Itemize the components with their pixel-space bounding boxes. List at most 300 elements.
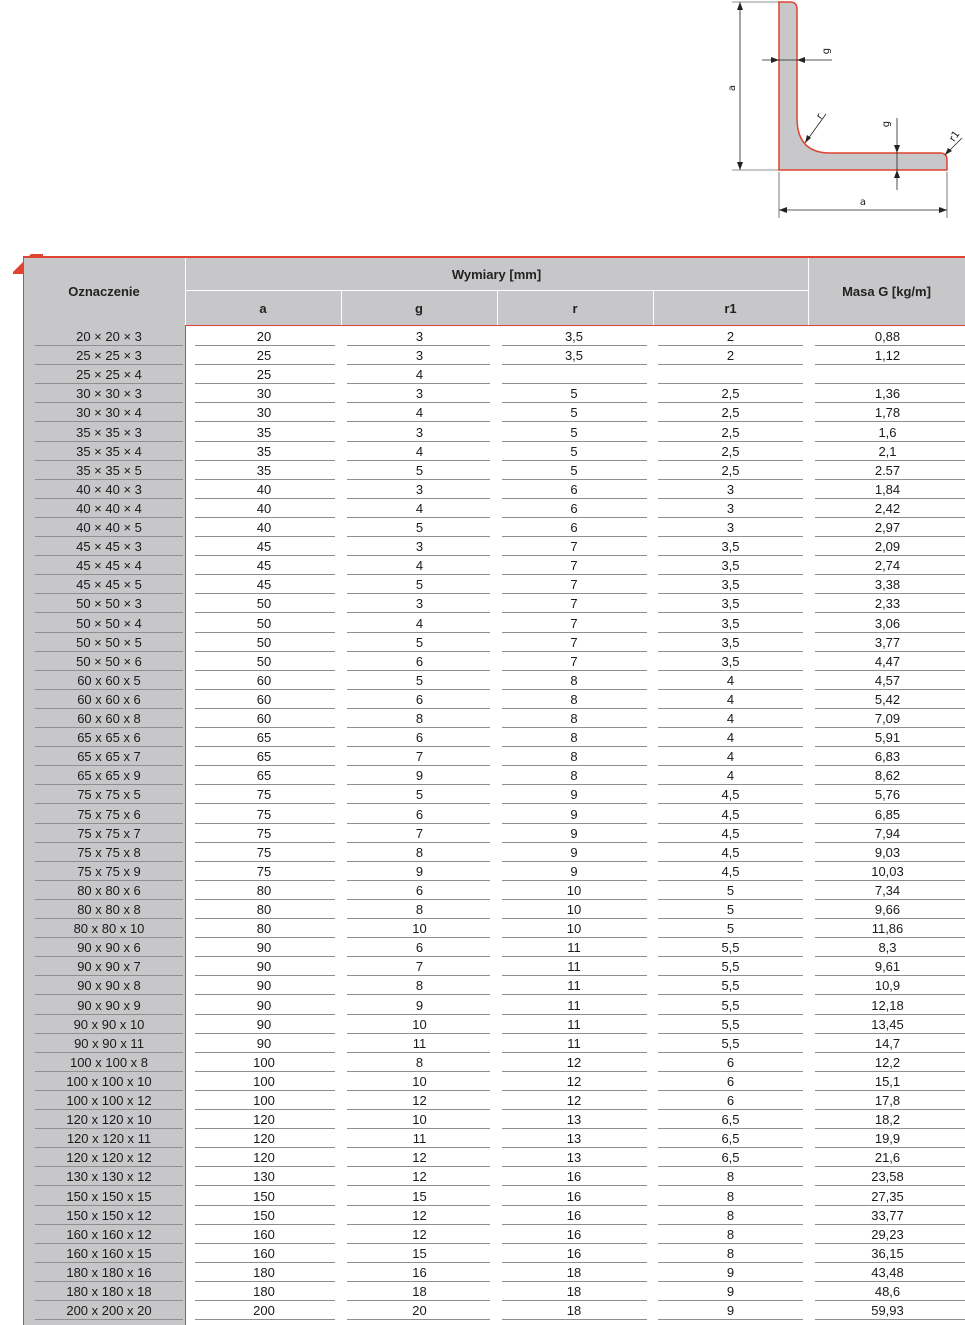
cell-g: 9 <box>415 863 424 879</box>
cell-a: 45 <box>256 558 272 574</box>
label-g-top: g <box>821 47 832 55</box>
cell-mass: 3,77 <box>874 634 901 650</box>
cell-r1: 8 <box>726 1169 735 1185</box>
cell-designation: 60 x 60 x 5 <box>77 672 141 688</box>
cell-designation: 35 × 35 × 4 <box>76 443 142 459</box>
cell-g: 8 <box>415 711 424 726</box>
cell-r: 12 <box>566 1073 582 1089</box>
cell-mass: 1,12 <box>874 348 901 364</box>
cell-designation: 65 x 65 x 9 <box>77 768 141 784</box>
cell-a: 180 <box>253 1284 275 1299</box>
cell-g: 12 <box>412 1093 427 1108</box>
body-top-border <box>185 325 965 326</box>
cell-r1: 5,5 <box>721 940 740 956</box>
cell-r1: 2,5 <box>721 443 740 459</box>
cell-r1: 5 <box>726 882 735 898</box>
table-row <box>0 614 965 633</box>
cell-r: 7 <box>570 653 578 669</box>
cell-mass: 2,97 <box>874 520 901 535</box>
cell-r1: 2 <box>726 329 735 344</box>
arrow-a-top <box>737 2 743 10</box>
cell-r1: 4,5 <box>721 825 740 841</box>
cell-mass: 2,1 <box>878 443 897 459</box>
arrow-g-left <box>771 57 779 63</box>
cell-g: 5 <box>415 787 424 803</box>
cell-designation: 90 x 90 x 6 <box>77 940 141 956</box>
cell-a: 120 <box>253 1112 275 1128</box>
table-row <box>0 996 965 1015</box>
cell-r1 <box>658 365 803 384</box>
cell-a: 50 <box>256 596 272 612</box>
cell-designation: 120 x 120 x 12 <box>66 1150 152 1166</box>
cell-r1: 4,5 <box>721 844 740 860</box>
cell-r: 16 <box>566 1169 582 1185</box>
cell-g: 4 <box>415 615 424 631</box>
table-row <box>0 327 965 346</box>
row-divider <box>658 1319 803 1320</box>
cell-a: 40 <box>256 481 272 497</box>
cell-mass: 2,74 <box>874 558 901 574</box>
table-row <box>0 346 965 365</box>
cell-r: 8 <box>570 749 578 765</box>
cell-r: 13 <box>566 1131 582 1147</box>
table-row <box>0 1015 965 1034</box>
angle-profile-shape <box>779 2 947 170</box>
cell-a: 90 <box>256 997 272 1013</box>
cell-a: 35 <box>256 462 272 478</box>
cell-designation: 100 x 100 x 12 <box>66 1093 152 1108</box>
table-row <box>0 499 965 518</box>
cell-r1: 6 <box>726 1054 735 1070</box>
cell-mass: 2,33 <box>874 596 901 612</box>
cell-r: 16 <box>566 1207 582 1223</box>
cell-a: 75 <box>256 844 272 860</box>
cell-mass: 23,58 <box>871 1169 904 1185</box>
cell-g: 6 <box>415 882 424 898</box>
cell-r: 5 <box>570 424 578 440</box>
cell-designation: 90 x 90 x 8 <box>77 978 141 994</box>
cell-a: 50 <box>256 653 272 669</box>
cell-g: 3 <box>415 539 424 555</box>
table-row <box>0 747 965 766</box>
cell-mass: 6,83 <box>874 749 901 765</box>
cell-r: 11 <box>567 1016 581 1032</box>
angle-profile-svg <box>0 0 965 240</box>
cell-mass: 4,47 <box>874 653 901 669</box>
cell-designation: 80 x 80 x 8 <box>77 902 141 917</box>
cell-g: 5 <box>415 634 424 650</box>
cell-designation: 120 x 120 x 10 <box>66 1112 152 1128</box>
cell-r: 5 <box>570 443 578 459</box>
cell-mass: 5,91 <box>874 730 901 746</box>
cell-a: 60 <box>256 691 272 707</box>
cell-g: 11 <box>412 1131 427 1147</box>
cell-a: 35 <box>256 443 272 459</box>
cell-a: 75 <box>256 787 272 803</box>
cell-mass: 43,48 <box>871 1264 904 1280</box>
cell-designation: 45 × 45 × 5 <box>76 577 142 593</box>
cell-g: 11 <box>412 1035 427 1051</box>
cell-mass: 48,6 <box>874 1284 901 1299</box>
cell-mass: 2.57 <box>874 462 901 478</box>
cell-r1: 3,5 <box>721 596 740 612</box>
table-row <box>0 403 965 422</box>
cell-designation: 90 x 90 x 10 <box>73 1016 145 1032</box>
cell-mass: 19,9 <box>874 1131 901 1147</box>
cell-designation: 35 × 35 × 3 <box>76 424 142 440</box>
cell-mass: 12,2 <box>874 1054 901 1070</box>
table-row <box>0 1244 965 1263</box>
cell-mass: 1,36 <box>874 386 901 402</box>
row-divider <box>502 1319 647 1320</box>
cell-r1: 6,5 <box>721 1131 740 1147</box>
cell-r: 7 <box>570 596 578 612</box>
table-row <box>0 575 965 594</box>
cell-r1: 5,5 <box>721 978 740 994</box>
cell-r1: 4 <box>726 730 735 746</box>
cell-g: 3 <box>415 424 424 440</box>
cell-g: 12 <box>412 1226 427 1242</box>
cell-r1: 3,5 <box>721 653 740 669</box>
cell-designation: 75 x 75 x 9 <box>77 863 141 879</box>
cell-g: 5 <box>415 672 424 688</box>
table-row <box>0 881 965 900</box>
cell-a: 65 <box>256 749 272 765</box>
cell-g: 3 <box>415 596 424 612</box>
cell-r1: 8 <box>726 1245 735 1261</box>
cell-r: 9 <box>570 844 578 860</box>
cell-designation: 150 x 150 x 15 <box>66 1188 152 1204</box>
row-divider <box>35 1319 183 1320</box>
table-row <box>0 690 965 709</box>
cell-a: 100 <box>253 1093 275 1108</box>
table-row <box>0 1148 965 1167</box>
cell-a: 130 <box>253 1169 275 1185</box>
cell-r: 5 <box>570 462 578 478</box>
cell-r1: 8 <box>726 1226 735 1242</box>
cell-r1: 4 <box>726 691 735 707</box>
cell-designation: 50 × 50 × 4 <box>76 615 142 631</box>
cell-r: 11 <box>567 997 581 1013</box>
cell-mass: 1,84 <box>874 481 901 497</box>
cell-r: 9 <box>570 806 578 822</box>
cell-designation: 130 x 130 x 12 <box>66 1169 152 1185</box>
cell-g: 5 <box>415 462 424 478</box>
cell-a: 80 <box>256 921 272 937</box>
cell-r: 8 <box>570 768 578 784</box>
cell-designation: 65 x 65 x 6 <box>77 730 141 746</box>
cell-r1: 5,5 <box>721 997 740 1013</box>
table-row <box>0 1282 965 1301</box>
cell-r1: 4,5 <box>721 863 740 879</box>
table-row <box>0 1225 965 1244</box>
table-row <box>0 1053 965 1072</box>
cell-mass: 14,7 <box>874 1035 901 1051</box>
cell-a: 40 <box>256 500 272 516</box>
cell-a: 45 <box>256 577 272 593</box>
cell-r1: 9 <box>726 1284 735 1299</box>
cell-mass: 5,76 <box>874 787 901 803</box>
cell-a: 90 <box>256 978 272 994</box>
cell-mass: 33,77 <box>871 1207 904 1223</box>
table-row <box>0 594 965 613</box>
cell-designation: 100 x 100 x 8 <box>69 1054 149 1070</box>
arrow-a-bottom <box>737 162 743 170</box>
cell-r1: 5,5 <box>721 1016 740 1032</box>
cell-g: 6 <box>415 806 424 822</box>
table-row <box>0 633 965 652</box>
cell-r1: 4 <box>726 672 735 688</box>
cell-a: 150 <box>253 1207 275 1223</box>
cell-g: 7 <box>415 825 424 841</box>
cell-designation: 50 × 50 × 3 <box>76 596 142 612</box>
cell-g: 12 <box>412 1150 427 1166</box>
cell-designation: 25 × 25 × 4 <box>76 367 142 383</box>
cell-mass: 10,03 <box>871 863 904 879</box>
cell-g: 6 <box>415 730 424 746</box>
cell-a: 90 <box>256 940 272 956</box>
cell-r1: 6,5 <box>721 1150 740 1166</box>
cell-a: 45 <box>256 539 272 555</box>
cell-designation: 40 × 40 × 5 <box>76 520 142 535</box>
cell-r: 6 <box>570 520 578 535</box>
cell-a: 100 <box>253 1073 275 1089</box>
cell-a: 30 <box>256 405 272 421</box>
cell-mass: 7,94 <box>874 825 901 841</box>
cell-a: 90 <box>256 1016 272 1032</box>
cell-designation: 100 x 100 x 10 <box>66 1073 152 1089</box>
cell-mass: 4,57 <box>874 672 901 688</box>
row-divider <box>195 1319 335 1320</box>
cell-mass: 9,03 <box>874 844 901 860</box>
cell-g: 10 <box>412 1073 427 1089</box>
arrow-g-top <box>894 145 900 153</box>
cell-r: 13 <box>566 1150 582 1166</box>
cell-designation: 25 × 25 × 3 <box>76 348 142 364</box>
cell-a: 25 <box>256 367 272 383</box>
cell-mass: 5,42 <box>874 691 901 707</box>
cell-g: 6 <box>415 691 424 707</box>
cell-r: 7 <box>570 615 578 631</box>
cell-a: 20 <box>256 329 272 344</box>
cell-designation: 65 x 65 x 7 <box>77 749 141 765</box>
cell-a: 35 <box>256 424 272 440</box>
cell-a: 65 <box>256 730 272 746</box>
cell-mass: 8,3 <box>878 940 897 956</box>
table-row <box>0 671 965 690</box>
cell-g: 7 <box>415 959 424 975</box>
table-row <box>0 365 965 384</box>
table-row <box>0 537 965 556</box>
cell-mass: 6,85 <box>874 806 901 822</box>
cell-r1: 8 <box>726 1188 735 1204</box>
cell-r1: 4 <box>726 749 735 765</box>
cell-r1: 3 <box>726 481 735 497</box>
cell-designation: 30 × 30 × 3 <box>76 386 142 402</box>
cell-r: 11 <box>567 959 581 975</box>
cell-mass: 11,86 <box>871 921 904 937</box>
cell-r1: 4 <box>726 711 735 726</box>
table-row <box>0 938 965 957</box>
header-dimensions: Wymiary [mm] <box>451 266 542 282</box>
cell-r: 18 <box>566 1284 582 1299</box>
cell-r1: 3,5 <box>721 615 740 631</box>
cell-mass: 3,38 <box>874 577 901 593</box>
cell-r: 9 <box>570 825 578 841</box>
cell-a: 60 <box>256 711 272 726</box>
cell-r1: 3 <box>726 500 735 516</box>
cell-g: 12 <box>412 1207 427 1223</box>
cell-r1: 5,5 <box>721 959 740 975</box>
cell-designation: 75 x 75 x 7 <box>77 825 141 841</box>
table-row <box>0 556 965 575</box>
cell-mass: 12,18 <box>871 997 904 1013</box>
row-divider <box>347 1319 490 1320</box>
cell-g: 20 <box>412 1303 427 1319</box>
cell-designation: 90 x 90 x 7 <box>77 959 141 975</box>
cell-a: 160 <box>253 1226 275 1242</box>
cell-designation: 45 × 45 × 3 <box>76 539 142 555</box>
cell-r1: 3,5 <box>721 577 740 593</box>
cell-a: 180 <box>253 1264 275 1280</box>
cell-designation: 80 x 80 x 6 <box>77 882 141 898</box>
table-row <box>0 480 965 499</box>
cell-mass: 27,35 <box>871 1188 904 1204</box>
cell-mass: 29,23 <box>871 1226 904 1242</box>
cell-designation: 50 × 50 × 5 <box>76 634 142 650</box>
table-row <box>0 1129 965 1148</box>
cell-mass: 7,34 <box>874 882 901 898</box>
cell-designation: 90 x 90 x 11 <box>74 1035 144 1051</box>
cell-r1: 5,5 <box>721 1035 740 1051</box>
cell-g: 9 <box>415 997 424 1013</box>
table-row <box>0 1167 965 1186</box>
cell-r: 6 <box>570 481 578 497</box>
table-row <box>0 805 965 824</box>
table-row <box>0 728 965 747</box>
cell-r: 11 <box>567 978 581 994</box>
cell-r: 3,5 <box>564 348 584 364</box>
table-row <box>0 957 965 976</box>
cell-g: 8 <box>415 844 424 860</box>
cell-mass: 8,62 <box>874 768 901 784</box>
cell-a: 100 <box>253 1054 275 1070</box>
angle-profile-diagram <box>0 0 965 240</box>
cell-r: 5 <box>570 386 578 402</box>
cell-a: 50 <box>256 615 272 631</box>
cell-a: 30 <box>256 386 272 402</box>
cell-r1: 2,5 <box>721 424 740 440</box>
cell-r1: 2,5 <box>721 405 740 421</box>
cell-mass: 9,61 <box>874 959 901 975</box>
cell-r: 9 <box>570 787 578 803</box>
cell-g: 10 <box>412 1112 427 1128</box>
cell-r1: 4 <box>726 768 735 784</box>
arrow-g-right <box>797 57 805 63</box>
cell-mass: 59,93 <box>871 1303 904 1319</box>
cell-g: 18 <box>412 1284 427 1299</box>
cell-mass: 7,09 <box>874 711 901 726</box>
cell-mass: 10,9 <box>874 978 901 994</box>
cell-mass: 18,2 <box>874 1112 901 1128</box>
cell-designation: 30 × 30 × 4 <box>76 405 142 421</box>
cell-mass: 1,78 <box>874 405 901 421</box>
cell-mass: 21,6 <box>874 1150 901 1166</box>
cell-r: 11 <box>567 1035 581 1051</box>
cell-mass: 13,45 <box>871 1016 904 1032</box>
table-row <box>0 461 965 480</box>
cell-r1: 5 <box>726 902 735 917</box>
cell-a: 65 <box>256 768 272 784</box>
cell-designation: 180 x 180 x 16 <box>66 1264 152 1280</box>
header-g: g <box>415 300 423 316</box>
cell-r1: 4,5 <box>721 787 740 803</box>
cell-designation: 180 x 180 x 18 <box>66 1284 152 1299</box>
table-row <box>0 1091 965 1110</box>
cell-designation: 45 × 45 × 4 <box>76 558 142 574</box>
cell-r: 7 <box>570 634 578 650</box>
cell-g: 15 <box>412 1188 427 1204</box>
cell-designation: 35 × 35 × 5 <box>76 462 142 478</box>
cell-g: 5 <box>415 577 424 593</box>
cell-g: 4 <box>415 405 424 421</box>
cell-designation: 60 x 60 x 6 <box>77 691 141 707</box>
cell-designation: 20 × 20 × 3 <box>76 329 142 344</box>
cell-designation: 75 x 75 x 6 <box>77 806 141 822</box>
label-a-vertical: a <box>727 84 738 92</box>
cell-designation: 200 x 200 x 20 <box>66 1303 152 1319</box>
table-row <box>0 709 965 728</box>
cell-a: 75 <box>256 863 272 879</box>
cell-r: 10 <box>566 882 582 898</box>
cell-mass: 2,09 <box>874 539 901 555</box>
cell-designation: 75 x 75 x 5 <box>77 787 141 803</box>
cell-designation: 160 x 160 x 15 <box>66 1245 152 1261</box>
cell-r: 8 <box>570 711 578 726</box>
cell-mass: 3,06 <box>874 615 901 631</box>
cell-a: 120 <box>253 1150 275 1166</box>
table-row <box>0 766 965 785</box>
cell-mass: 15,1 <box>874 1073 901 1089</box>
label-g-side: g <box>881 120 892 128</box>
cell-r1: 6 <box>726 1073 735 1089</box>
cell-a: 75 <box>256 825 272 841</box>
cell-a: 25 <box>256 348 272 364</box>
table-row <box>0 1206 965 1225</box>
cell-g: 7 <box>415 749 424 765</box>
cell-g: 8 <box>415 902 424 917</box>
cell-r: 16 <box>566 1245 582 1261</box>
cell-r1: 9 <box>726 1264 735 1280</box>
label-r: r <box>814 111 826 122</box>
table-row <box>0 1263 965 1282</box>
cell-r: 10 <box>566 902 582 917</box>
cell-r1: 6 <box>726 1093 735 1108</box>
cell-a: 90 <box>256 959 272 975</box>
cell-a: 80 <box>256 882 272 898</box>
table-row <box>0 1301 965 1320</box>
table-row <box>0 1034 965 1053</box>
cell-g: 3 <box>415 386 424 402</box>
cell-designation: 60 x 60 x 8 <box>77 711 141 726</box>
cell-r: 7 <box>570 577 578 593</box>
cell-mass: 1,6 <box>878 424 897 440</box>
cell-a: 80 <box>256 902 272 917</box>
arrow-a-left <box>779 207 787 213</box>
header-designation: Oznaczenie <box>68 284 140 299</box>
cell-g: 5 <box>415 520 424 535</box>
cell-mass: 2,42 <box>874 500 901 516</box>
